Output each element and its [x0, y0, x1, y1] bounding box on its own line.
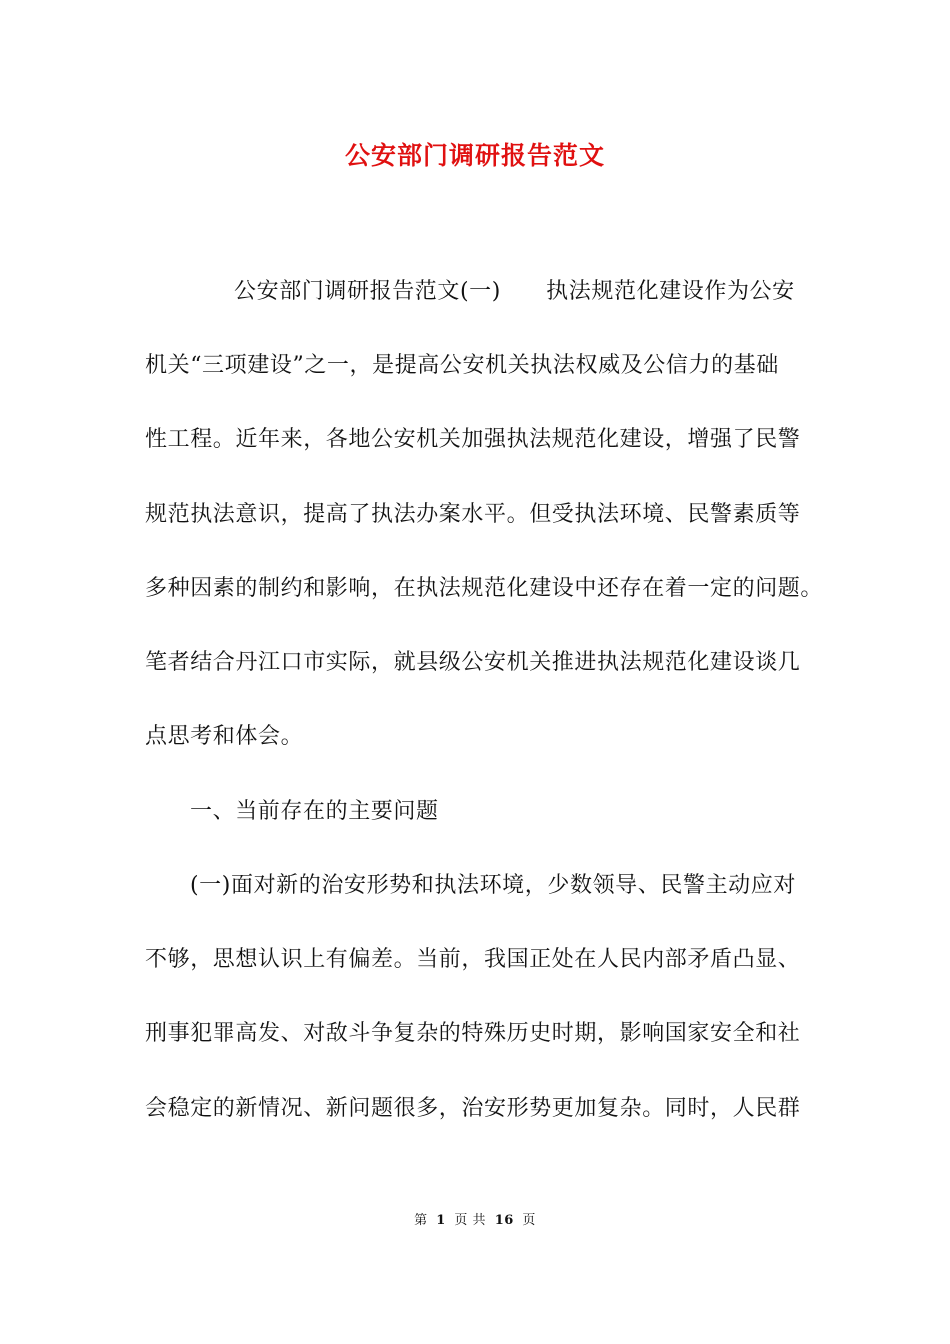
body-line: 机关“三项建设”之一，是提高公安机关执法权威及公信力的基础 — [145, 353, 779, 378]
body-line: (一)面对新的治安形势和执法环境，少数领导、民警主动应对 — [190, 873, 796, 898]
body-line: 点思考和体会。 — [145, 724, 304, 749]
footer-page-number: 1 — [436, 1213, 446, 1228]
footer-prefix: 第 — [414, 1213, 428, 1228]
document-title: 公安部门调研报告范文 — [344, 141, 605, 170]
page-footer — [0, 1209, 950, 1228]
body-line: 多种因素的制约和影响，在执法规范化建设中还存在着一定的问题。 — [145, 576, 824, 601]
body-line: 不够，思想认识上有偏差。当前，我国正处在人民内部矛盾凸显、 — [145, 947, 801, 972]
body-line: 笔者结合丹江口市实际，就县级公安机关推进执法规范化建设谈几 — [145, 650, 801, 675]
body-line: 公安部门调研报告范文(一) 执法规范化建设作为公安 — [234, 279, 795, 304]
footer-suffix: 页 — [522, 1213, 536, 1228]
body-line: 刑事犯罪高发、对敌斗争复杂的特殊历史时期，影响国家安全和社 — [145, 1021, 801, 1046]
footer-total-pages: 16 — [494, 1213, 514, 1228]
body-line: 规范执法意识，提高了执法办案水平。但受执法环境、民警素质等 — [145, 502, 801, 527]
body-line: 会稳定的新情况、新问题很多，治安形势更加复杂。同时，人民群 — [145, 1096, 801, 1121]
footer-middle: 页 共 — [454, 1213, 487, 1228]
section-heading: 一、当前存在的主要问题 — [190, 799, 439, 824]
body-line: 性工程。近年来，各地公安机关加强执法规范化建设，增强了民警 — [145, 427, 801, 452]
